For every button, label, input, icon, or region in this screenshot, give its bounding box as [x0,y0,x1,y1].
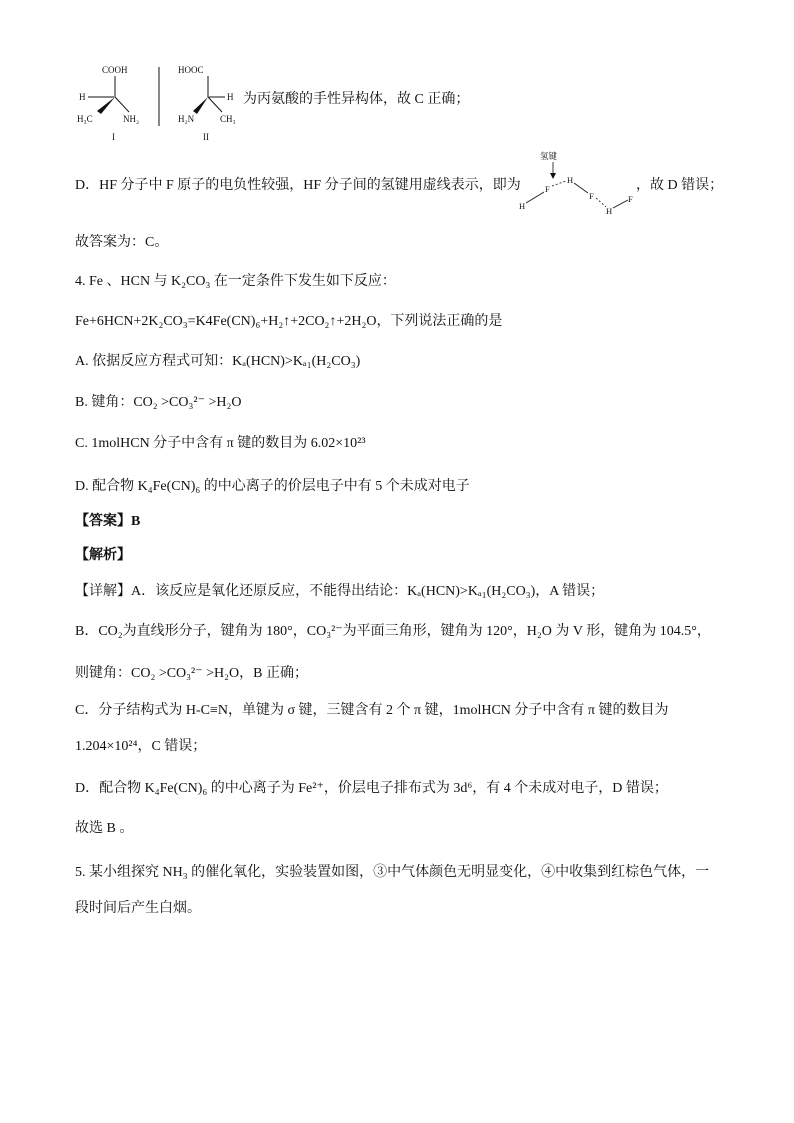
structure-ii-numeral: II [203,132,209,142]
structure-i [77,65,139,142]
structure-ii [178,65,236,142]
q4-equation: Fe+6HCN+2K₂CO₃=K4Fe(CN)₆+H₂↑+2CO₂↑+2H₂O，下列说法正确的是 [75,314,503,329]
alanine-enantiomers-figure [75,60,245,146]
q5-stem-line2: 段时间后产生白烟。 [75,901,201,916]
q4-detail-c-line1: C．分子结构式为 H-C≡N，单键为 σ 键，三键含有 2 个 π 键，1molHCN 分子中含有 π 键的数目为 [75,703,669,718]
structure-i-bottom-left-label: H₃C [77,114,93,124]
q3-option-d-conclusion: ，故 D 错误； [636,178,724,193]
hf-atom-2: F [545,184,550,194]
q3-option-d-analysis: D．HF 分子中 F 原子的电负性较强，HF 分子间的氢键用虚线表示，即为 [75,178,521,193]
hydrogen-bond-label: 氢键 [540,151,558,161]
q4-detail-b-line2: 则键角：CO₂ >CO₃²⁻ >H₂O，B 正确； [75,666,308,681]
q4-detail-d: D．配合物 K₄Fe(CN)₆ 的中心离子为 Fe²⁺，价层电子排布式为 3d⁶，有 4 个未成对电子，D 错误； [75,781,668,796]
q4-answer: 【答案】B [75,514,141,529]
q4-option-d: D. 配合物 K₄Fe(CN)₆ 的中心离子的价层电子中有 5 个未成对电子 [75,479,470,494]
structure-ii-right-label: H [227,92,234,102]
structure-ii-bottom-right-label: CH₃ [220,114,236,124]
q4-detail-a: 【详解】A．该反应是氧化还原反应，不能得出结论：Kₐ(HCN)>Kₐ₁(H₂CO₃)，A 错误； [75,584,605,599]
structure-i-bottom-right-label: NH₂ [123,114,140,124]
hf-atom-3: H [567,175,574,185]
hf-atom-5: H [606,206,613,216]
structure-i-left-label: H [79,92,86,102]
q5-stem-line1: 5. 某小组探究 NH₃ 的催化氧化，实验装置如图，③中气体颜色无明显变化，④中收集到红棕色气体，一 [75,865,710,880]
q4-detail-b-line1: B．CO₂为直线形分子，键角为 180°，CO₃²⁻为平面三角形，键角为 120°，H₂O 为 V 形，键角为 104.5°， [75,624,711,639]
q3-c-conclusion: 为丙氨酸的手性异构体，故 C 正确； [243,92,470,107]
hf-atom-6: F [628,194,633,204]
structure-i-top-label: COOH [102,65,128,75]
q4-detail-c-line2: 1.204×10²⁴，C 错误； [75,739,207,754]
structure-ii-bottom-left-label: H₂N [178,114,195,124]
structure-i-numeral: I [112,132,115,142]
hf-hydrogen-bond-diagram [510,146,638,218]
structure-ii-top-label: HOOC [178,65,204,75]
q4-option-a: A. 依据反应方程式可知：Kₐ(HCN)>Kₐ₁(H₂CO₃) [75,354,361,369]
q3-answer-summary: 故答案为：C。 [75,235,169,250]
hf-atom-1: H [519,201,526,211]
hf-atom-4: F [589,191,594,201]
q4-option-c: C. 1molHCN 分子中含有 π 键的数目为 6.02×10²³ [75,436,366,451]
q4-analysis-header: 【解析】 [75,548,131,563]
q4-final-answer: 故选 B 。 [75,821,134,836]
arrow-down-icon [550,173,556,179]
q4-stem: 4. Fe 、HCN 与 K₂CO₃ 在一定条件下发生如下反应： [75,274,396,289]
q4-option-b: B. 键角：CO₂ >CO₃²⁻ >H₂O [75,395,242,410]
